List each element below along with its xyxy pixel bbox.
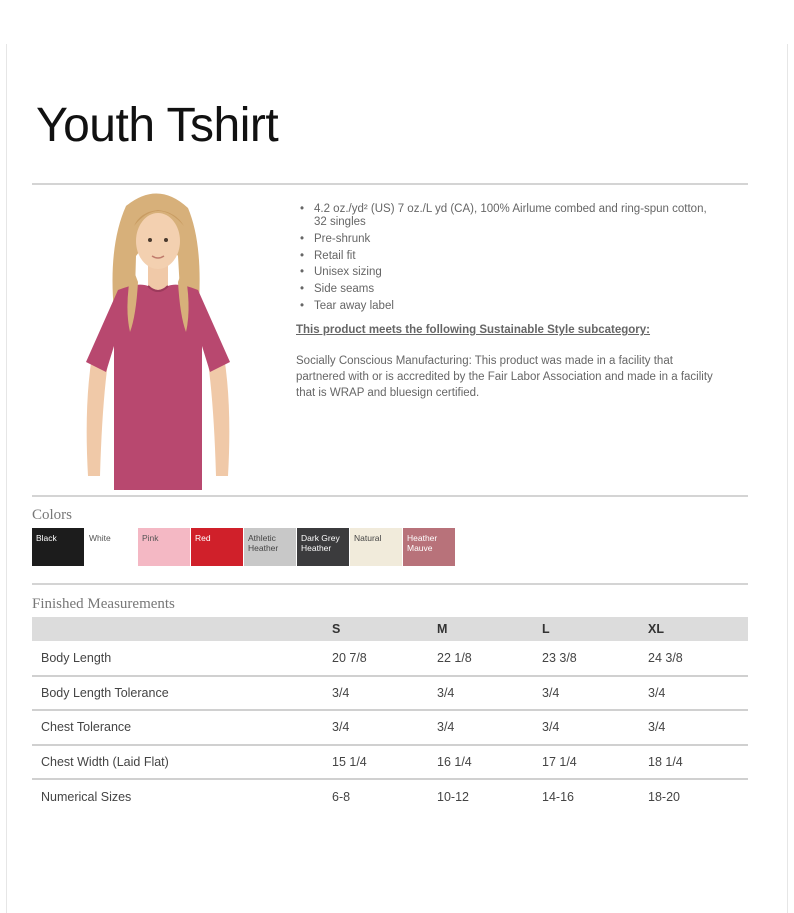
feature-item: • Unisex sizing <box>300 266 720 279</box>
table-cell: 16 1/4 <box>437 745 542 780</box>
color-swatch: Athletic Heather <box>244 528 296 566</box>
row-label: Chest Tolerance <box>32 710 332 745</box>
table-cell: 3/4 <box>542 676 648 711</box>
feature-item: • Side seams <box>300 283 720 296</box>
row-label: Numerical Sizes <box>41 790 132 805</box>
table-cell: 22 1/8 <box>437 641 542 676</box>
table-row <box>32 779 748 814</box>
table-row <box>32 745 748 780</box>
table-cell: 3/4 <box>437 710 542 745</box>
table-cell: 10-12 <box>437 790 469 805</box>
color-swatch: Red <box>191 528 243 566</box>
table-row <box>32 676 748 711</box>
color-swatch: Heather Mauve <box>403 528 455 566</box>
table-cell: 3/4 <box>542 710 648 745</box>
page-title: Youth Tshirt <box>36 99 279 152</box>
table-header-row <box>32 617 748 641</box>
table-cell: 3/4 <box>332 676 437 711</box>
color-swatch: Black <box>32 528 84 566</box>
divider <box>32 183 748 185</box>
divider <box>32 495 748 497</box>
product-photo <box>78 186 238 492</box>
table-cell: 23 3/8 <box>542 641 648 676</box>
header-cell: L <box>542 617 648 641</box>
table-cell: 3/4 <box>648 710 748 745</box>
table-row <box>32 710 748 745</box>
header-cell: XL <box>648 617 748 641</box>
divider <box>32 583 748 585</box>
sustainable-heading: This product meets the following Sustainable Style subcategory: <box>296 324 651 336</box>
table-cell: 24 3/8 <box>648 641 748 676</box>
color-swatches <box>32 528 456 566</box>
sustainable-text: Socially Conscious Manufacturing: This product was made in a facility that partnered with or is accredited by the Fair Labor Association and made in a facility that is WRAP and bluesign certified. <box>296 355 713 399</box>
table-cell: 15 1/4 <box>332 745 437 780</box>
color-swatch: Pink <box>138 528 190 566</box>
color-swatch: White <box>85 528 137 566</box>
header-cell: S <box>332 617 437 641</box>
feature-item: • Retail fit <box>300 250 720 263</box>
table-cell: 3/4 <box>437 676 542 711</box>
feature-list <box>300 203 720 317</box>
table-cell: 14-16 <box>542 790 574 805</box>
colors-label: Colors <box>32 507 73 523</box>
row-label: Chest Width (Laid Flat) <box>32 745 332 780</box>
table-cell: 20 7/8 <box>332 641 437 676</box>
header-cell <box>32 617 332 641</box>
color-swatch: Dark Grey Heather <box>297 528 349 566</box>
measurements-table <box>32 617 748 814</box>
table-row <box>32 641 748 676</box>
row-label: Body Length Tolerance <box>32 676 332 711</box>
table-cell: 3/4 <box>648 676 748 711</box>
color-swatch: Natural <box>350 528 402 566</box>
table-cell: 18-20 <box>648 790 680 805</box>
measurements-label: Finished Measurements <box>32 596 175 612</box>
table-cell: 17 1/4 <box>542 745 648 780</box>
feature-item: • Tear away label <box>300 300 720 313</box>
feature-item: • Pre-shrunk <box>300 233 720 246</box>
table-cell: 18 1/4 <box>648 745 748 780</box>
row-label: Body Length <box>32 641 332 676</box>
header-cell: M <box>437 617 542 641</box>
feature-item: • 4.2 oz./yd² (US) 7 oz./L yd (CA), 100% Airlume combed and ring-spun cotton, 32 singles <box>300 203 720 229</box>
table-cell: 3/4 <box>332 710 437 745</box>
table-cell: 6-8 <box>332 790 351 805</box>
